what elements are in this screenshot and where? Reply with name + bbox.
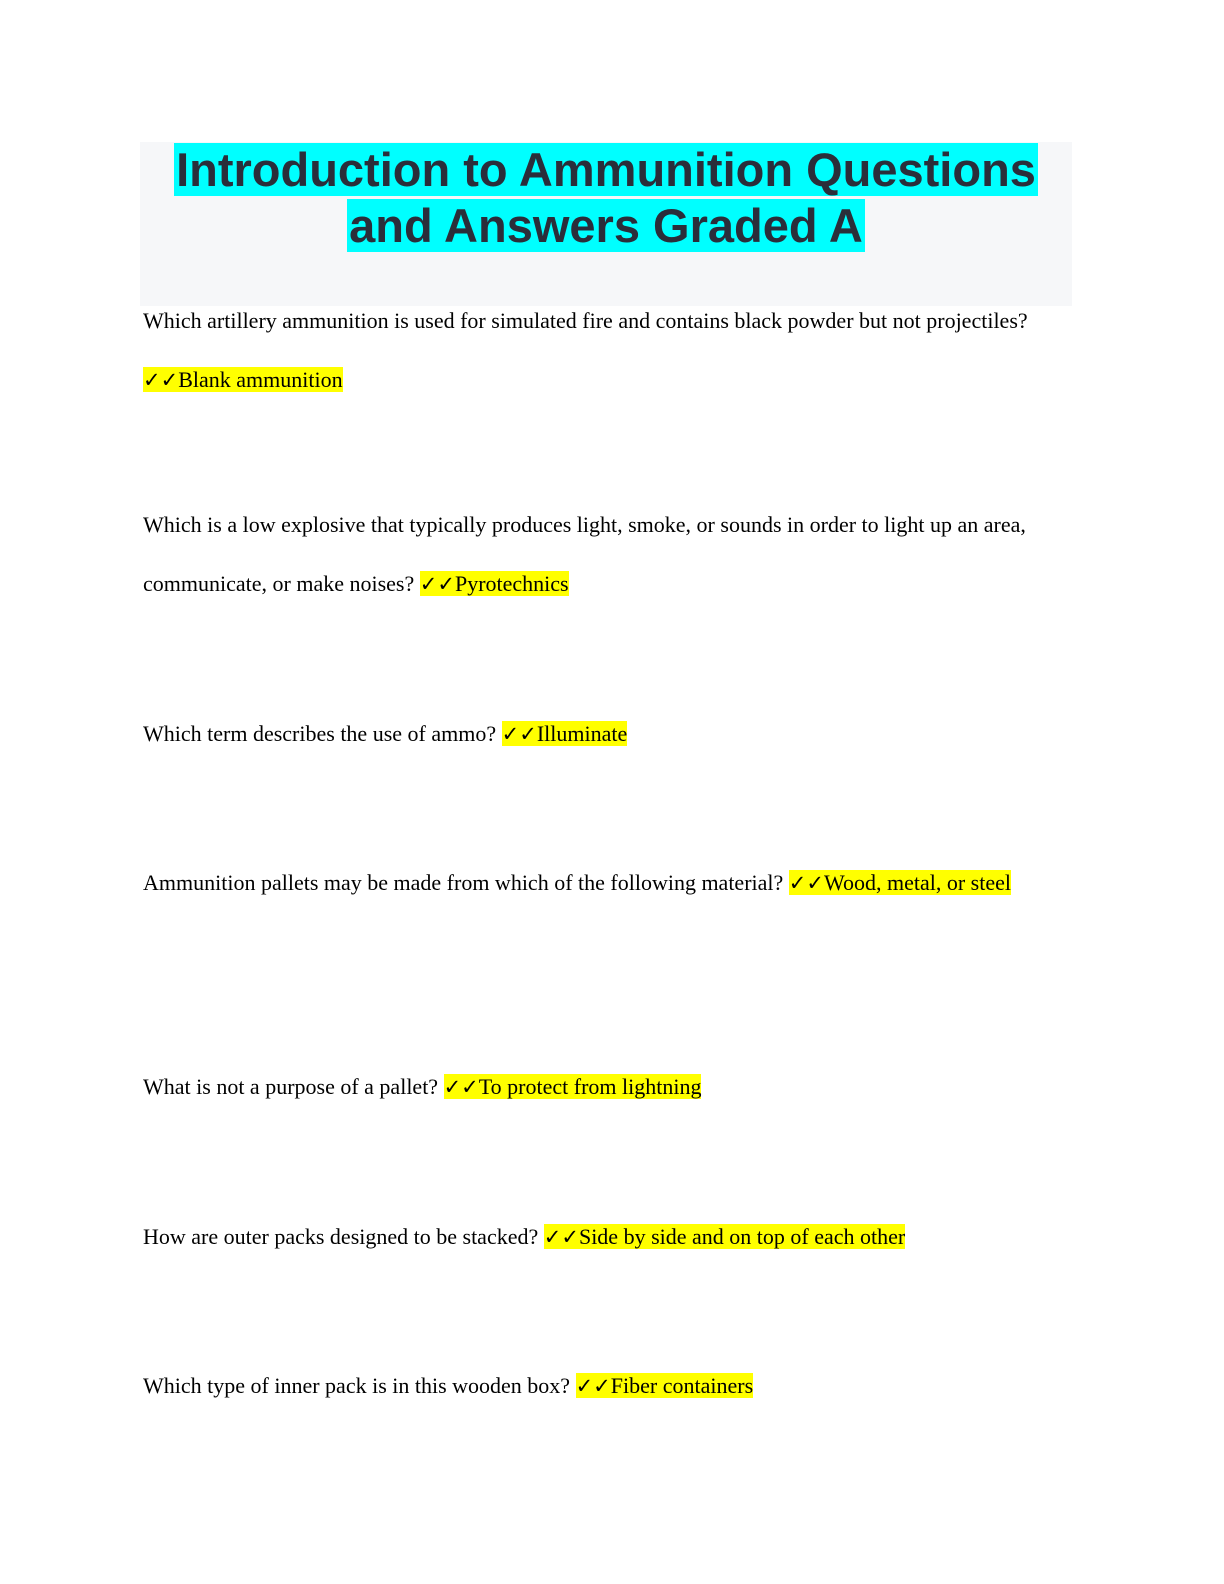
double-check-icon: ✓✓ xyxy=(788,871,824,895)
double-check-icon: ✓✓ xyxy=(143,368,179,392)
answer-highlight xyxy=(420,571,569,596)
qa-item-2 xyxy=(143,495,1058,614)
question-text: Ammunition pallets may be made from which of the following material? xyxy=(143,870,784,895)
double-check-icon: ✓✓ xyxy=(575,1374,611,1398)
answer-text: Blank ammunition xyxy=(178,367,343,392)
double-check-icon: ✓✓ xyxy=(419,572,455,596)
title-line-1: Introduction to Ammunition Questions xyxy=(176,143,1036,196)
answer-highlight xyxy=(576,1373,754,1398)
question-text: Which term describes the use of ammo? xyxy=(143,721,497,746)
qa-item-1 xyxy=(143,291,1058,410)
answer-text: Illuminate xyxy=(536,721,628,746)
qa-item-5 xyxy=(143,1057,1058,1117)
answer-highlight xyxy=(789,870,1011,895)
answer-text: Wood, metal, or steel xyxy=(823,870,1011,895)
question-text: How are outer packs designed to be stacked? xyxy=(143,1224,539,1249)
answer-highlight xyxy=(444,1074,702,1099)
answer-text: Pyrotechnics xyxy=(454,571,569,596)
double-check-icon: ✓✓ xyxy=(501,722,537,746)
question-text: Which is a low explosive that typically produces light, smoke, or sounds in order to light up an area, communicate, or make noises? xyxy=(143,512,1026,596)
answer-highlight xyxy=(502,721,628,746)
qa-item-3 xyxy=(143,704,1058,764)
qa-item-4 xyxy=(143,853,1058,913)
answer-text: To protect from lightning xyxy=(478,1074,702,1099)
answer-highlight xyxy=(544,1224,905,1249)
answer-text: Side by side and on top of each other xyxy=(578,1224,906,1249)
answer-highlight xyxy=(143,367,343,392)
answer-text: Fiber containers xyxy=(610,1373,754,1398)
question-text: Which type of inner pack is in this wooden box? xyxy=(143,1373,571,1398)
qa-item-7 xyxy=(143,1356,1058,1416)
title-band xyxy=(140,142,1072,306)
page-title xyxy=(140,142,1072,254)
qa-item-6 xyxy=(143,1207,1058,1267)
double-check-icon: ✓✓ xyxy=(543,1225,579,1249)
question-text: What is not a purpose of a pallet? xyxy=(143,1074,439,1099)
title-line-2: and Answers Graded A xyxy=(349,199,863,252)
question-text: Which artillery ammunition is used for simulated fire and contains black powder but not projectiles? xyxy=(143,308,1028,333)
double-check-icon: ✓✓ xyxy=(443,1075,479,1099)
